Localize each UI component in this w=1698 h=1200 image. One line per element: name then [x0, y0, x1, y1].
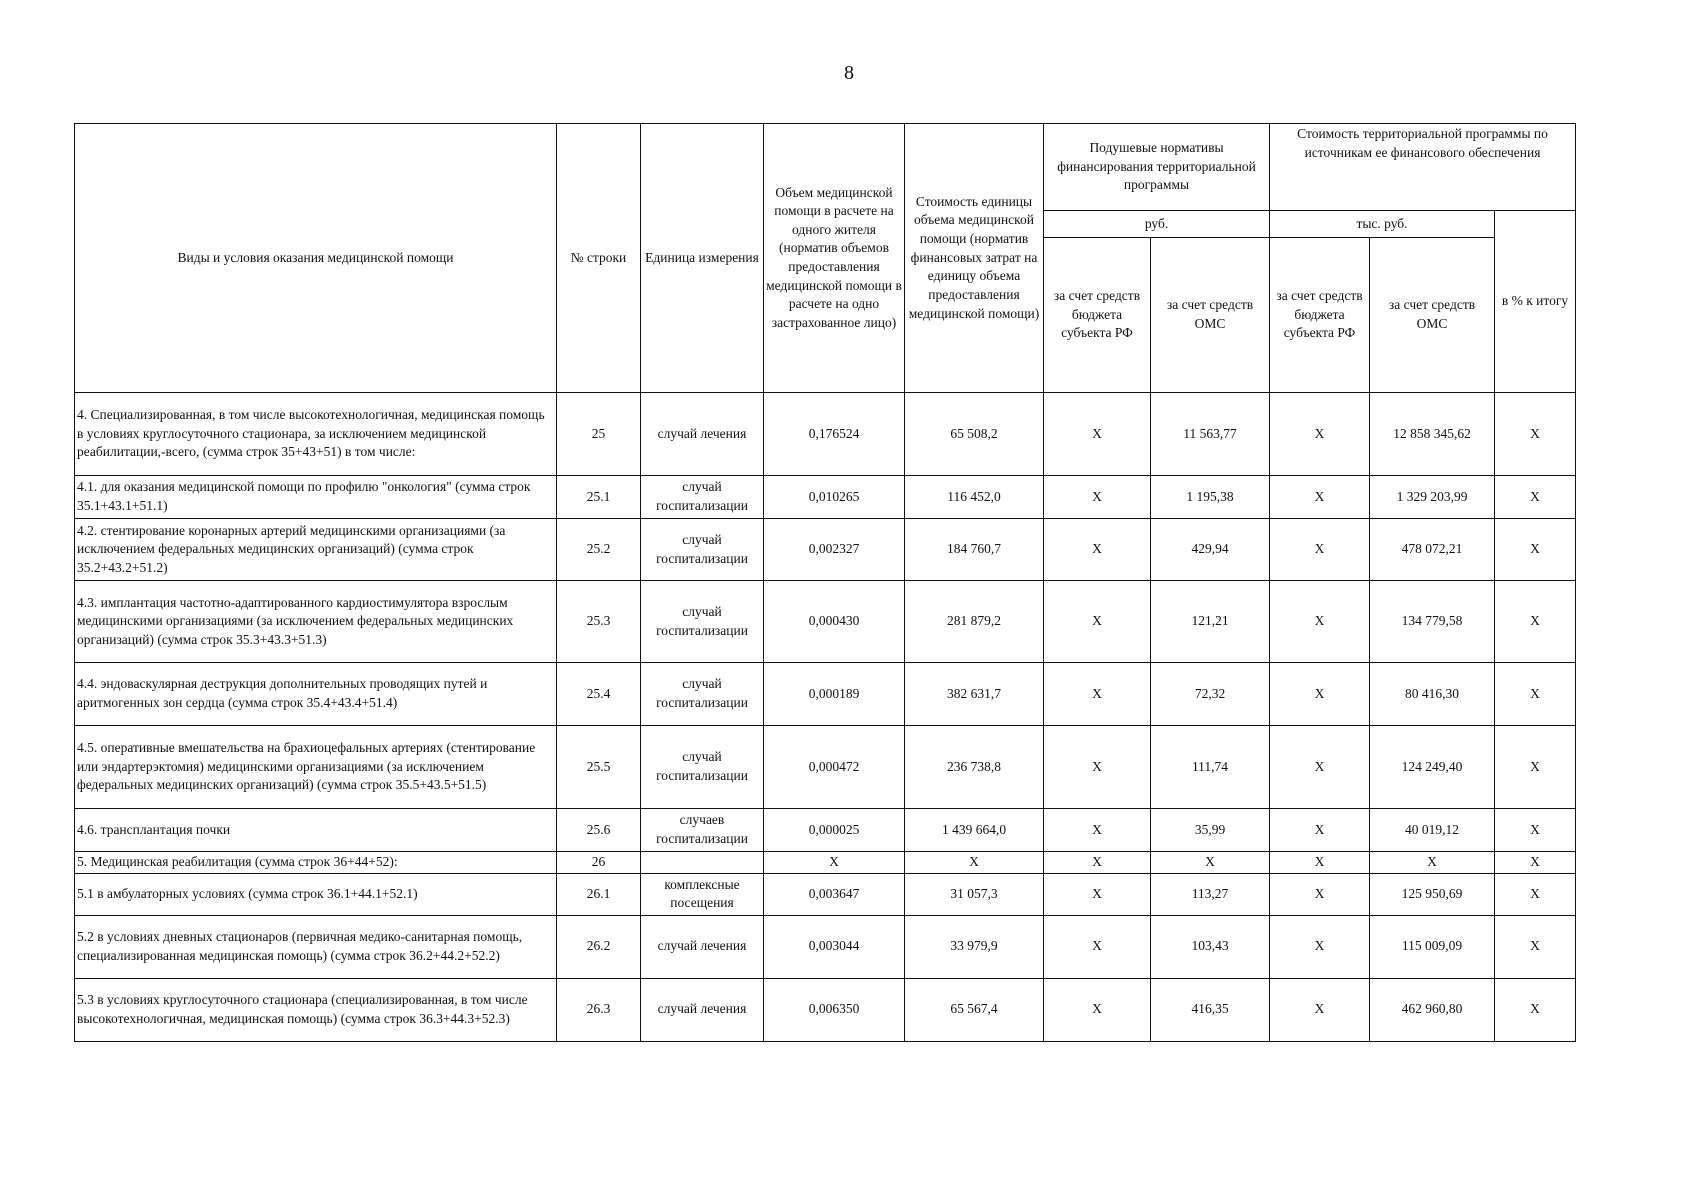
row-number: 25.1	[557, 476, 641, 519]
row-c-oms: 40 019,12	[1370, 809, 1495, 852]
header-c-budget: за счет средств бюджета субъекта РФ	[1270, 238, 1370, 393]
row-pc-budget: X	[1044, 809, 1151, 852]
row-name: 4.2. стентирование коронарных артерий медицинскими организациями (за исключением федеральных медицинских организаций) (сумма строк 35.2+43.2+51.2)	[75, 519, 557, 581]
row-cost: 65 508,2	[905, 393, 1044, 476]
header-unit-cost: Стоимость единицы объема медицинской помощи (норматив финансовых затрат на единицу объема предоставления медицинской помощи)	[905, 124, 1044, 393]
row-name: 4. Специализированная, в том числе высокотехнологичная, медицинская помощь в условиях круглосуточного стационара, за исключением медицинской реабилитации,-всего, (сумма строк 35+43+51) в том числе:	[75, 393, 557, 476]
table-row	[75, 873, 1576, 915]
header-program-cost: Стоимость территориальной программы по источникам ее финансового обеспечения	[1270, 124, 1576, 211]
row-pc-budget: X	[1044, 663, 1151, 726]
row-pc-budget: X	[1044, 581, 1151, 663]
row-number: 25	[557, 393, 641, 476]
row-pc-oms: 72,32	[1151, 663, 1270, 726]
row-pc-oms: 121,21	[1151, 581, 1270, 663]
row-volume: 0,000025	[764, 809, 905, 852]
row-number: 26	[557, 852, 641, 874]
row-number: 26.2	[557, 915, 641, 978]
row-cost: 236 738,8	[905, 726, 1044, 809]
table-row	[75, 393, 1576, 476]
row-number: 25.4	[557, 663, 641, 726]
row-number: 26.3	[557, 978, 641, 1041]
row-c-oms: 124 249,40	[1370, 726, 1495, 809]
table-row	[75, 852, 1576, 874]
row-name: 4.4. эндоваскулярная деструкция дополнительных проводящих путей и аритмогенных зон сердца (сумма строк 35.4+43.4+51.4)	[75, 663, 557, 726]
header-c-oms: за счет средств ОМС	[1370, 238, 1495, 393]
row-name: 4.3. имплантация частотно-адаптированного кардиостимулятора взрослым медицинскими организациями (за исключением федеральных медицинских организаций) (сумма строк 35.3+43.3+51.3)	[75, 581, 557, 663]
financing-table	[74, 123, 1576, 1042]
row-pc-budget: X	[1044, 726, 1151, 809]
row-c-budget: X	[1270, 476, 1370, 519]
row-volume: 0,002327	[764, 519, 905, 581]
row-cost: 65 567,4	[905, 978, 1044, 1041]
row-cost: 116 452,0	[905, 476, 1044, 519]
row-pc-budget: X	[1044, 852, 1151, 874]
row-number: 25.2	[557, 519, 641, 581]
row-c-budget: X	[1270, 581, 1370, 663]
row-unit	[641, 852, 764, 874]
row-c-budget: X	[1270, 915, 1370, 978]
row-percent: X	[1495, 476, 1576, 519]
row-c-oms: 1 329 203,99	[1370, 476, 1495, 519]
row-percent: X	[1495, 852, 1576, 874]
row-percent: X	[1495, 393, 1576, 476]
row-name: 5.1 в амбулаторных условиях (сумма строк 36.1+44.1+52.1)	[75, 873, 557, 915]
page-number: 8	[844, 62, 854, 84]
row-volume: X	[764, 852, 905, 874]
row-percent: X	[1495, 663, 1576, 726]
row-volume: 0,010265	[764, 476, 905, 519]
row-cost: 382 631,7	[905, 663, 1044, 726]
row-c-oms: 125 950,69	[1370, 873, 1495, 915]
row-name: 5.3 в условиях круглосуточного стационара (специализированная, в том числе высокотехнологичная, медицинская помощь) (сумма строк 36.3+44.3+52.3)	[75, 978, 557, 1041]
table-row	[75, 663, 1576, 726]
row-unit: случай госпитализации	[641, 663, 764, 726]
row-c-budget: X	[1270, 978, 1370, 1041]
row-name: 4.6. трансплантация почки	[75, 809, 557, 852]
header-unit-thousand-rub: тыс. руб.	[1270, 211, 1495, 238]
row-c-budget: X	[1270, 393, 1370, 476]
row-c-oms: 80 416,30	[1370, 663, 1495, 726]
row-volume: 0,000472	[764, 726, 905, 809]
row-volume: 0,006350	[764, 978, 905, 1041]
row-pc-oms: 113,27	[1151, 873, 1270, 915]
header-pc-budget: за счет средств бюджета субъекта РФ	[1044, 238, 1151, 393]
row-number: 25.3	[557, 581, 641, 663]
row-cost: 184 760,7	[905, 519, 1044, 581]
table-row	[75, 476, 1576, 519]
row-percent: X	[1495, 915, 1576, 978]
row-pc-budget: X	[1044, 915, 1151, 978]
row-unit: случай госпитализации	[641, 726, 764, 809]
row-pc-oms: 1 195,38	[1151, 476, 1270, 519]
table-row	[75, 915, 1576, 978]
row-volume: 0,003647	[764, 873, 905, 915]
header-pc-oms: за счет средств ОМС	[1151, 238, 1270, 393]
row-c-oms: 134 779,58	[1370, 581, 1495, 663]
row-pc-oms: 111,74	[1151, 726, 1270, 809]
row-percent: X	[1495, 978, 1576, 1041]
row-c-budget: X	[1270, 852, 1370, 874]
row-cost: 33 979,9	[905, 915, 1044, 978]
row-pc-oms: 103,43	[1151, 915, 1270, 978]
row-c-budget: X	[1270, 663, 1370, 726]
row-volume: 0,176524	[764, 393, 905, 476]
row-unit: комплексные посещения	[641, 873, 764, 915]
row-name: 5.2 в условиях дневных стационаров (первичная медико-санитарная помощь, специализированная медицинская помощь) (сумма строк 36.2+44.2+52.2)	[75, 915, 557, 978]
row-cost: 31 057,3	[905, 873, 1044, 915]
row-volume: 0,000189	[764, 663, 905, 726]
row-c-oms: X	[1370, 852, 1495, 874]
row-pc-budget: X	[1044, 476, 1151, 519]
row-percent: X	[1495, 519, 1576, 581]
table-row	[75, 726, 1576, 809]
row-cost: 281 879,2	[905, 581, 1044, 663]
row-pc-budget: X	[1044, 519, 1151, 581]
row-c-oms: 478 072,21	[1370, 519, 1495, 581]
row-percent: X	[1495, 581, 1576, 663]
row-name: 4.5. оперативные вмешательства на брахиоцефальных артериях (стентирование или эндартерэктомия) медицинскими организациями (за исключением федеральных медицинских организаций) (сумма строк 35.5+43.5+51.5)	[75, 726, 557, 809]
row-percent: X	[1495, 873, 1576, 915]
row-unit: случай госпитализации	[641, 581, 764, 663]
table-row	[75, 581, 1576, 663]
table-row	[75, 978, 1576, 1041]
row-pc-oms: 416,35	[1151, 978, 1270, 1041]
row-cost: 1 439 664,0	[905, 809, 1044, 852]
row-unit: случаев госпитализации	[641, 809, 764, 852]
row-c-budget: X	[1270, 726, 1370, 809]
row-percent: X	[1495, 726, 1576, 809]
row-c-oms: 115 009,09	[1370, 915, 1495, 978]
row-unit: случай лечения	[641, 915, 764, 978]
row-c-budget: X	[1270, 873, 1370, 915]
row-pc-oms: X	[1151, 852, 1270, 874]
row-name: 4.1. для оказания медицинской помощи по профилю "онкология" (сумма строк 35.1+43.1+51.1)	[75, 476, 557, 519]
header-percent: в % к итогу	[1495, 211, 1576, 393]
header-type: Виды и условия оказания медицинской помощи	[75, 124, 557, 393]
header-per-capita: Подушевые нормативы финансирования территориальной программы	[1044, 124, 1270, 211]
row-unit: случай лечения	[641, 978, 764, 1041]
row-name: 5. Медицинская реабилитация (сумма строк 36+44+52):	[75, 852, 557, 874]
row-percent: X	[1495, 809, 1576, 852]
row-cost: X	[905, 852, 1044, 874]
header-unit: Единица измерения	[641, 124, 764, 393]
row-number: 25.5	[557, 726, 641, 809]
row-pc-budget: X	[1044, 393, 1151, 476]
row-unit: случай госпитализации	[641, 519, 764, 581]
row-pc-oms: 11 563,77	[1151, 393, 1270, 476]
header-unit-rub: руб.	[1044, 211, 1270, 238]
row-c-budget: X	[1270, 519, 1370, 581]
row-number: 25.6	[557, 809, 641, 852]
row-unit: случай лечения	[641, 393, 764, 476]
row-volume: 0,003044	[764, 915, 905, 978]
header-row-number: № строки	[557, 124, 641, 393]
row-pc-oms: 35,99	[1151, 809, 1270, 852]
row-volume: 0,000430	[764, 581, 905, 663]
row-c-oms: 12 858 345,62	[1370, 393, 1495, 476]
row-pc-budget: X	[1044, 978, 1151, 1041]
row-unit: случай госпитализации	[641, 476, 764, 519]
table-row	[75, 809, 1576, 852]
row-number: 26.1	[557, 873, 641, 915]
row-c-budget: X	[1270, 809, 1370, 852]
header-volume: Объем медицинской помощи в расчете на одного жителя (норматив объемов предоставления медицинской помощи в расчете на одно застрахованное лицо)	[764, 124, 905, 393]
row-c-oms: 462 960,80	[1370, 978, 1495, 1041]
row-pc-budget: X	[1044, 873, 1151, 915]
table-row	[75, 519, 1576, 581]
row-pc-oms: 429,94	[1151, 519, 1270, 581]
